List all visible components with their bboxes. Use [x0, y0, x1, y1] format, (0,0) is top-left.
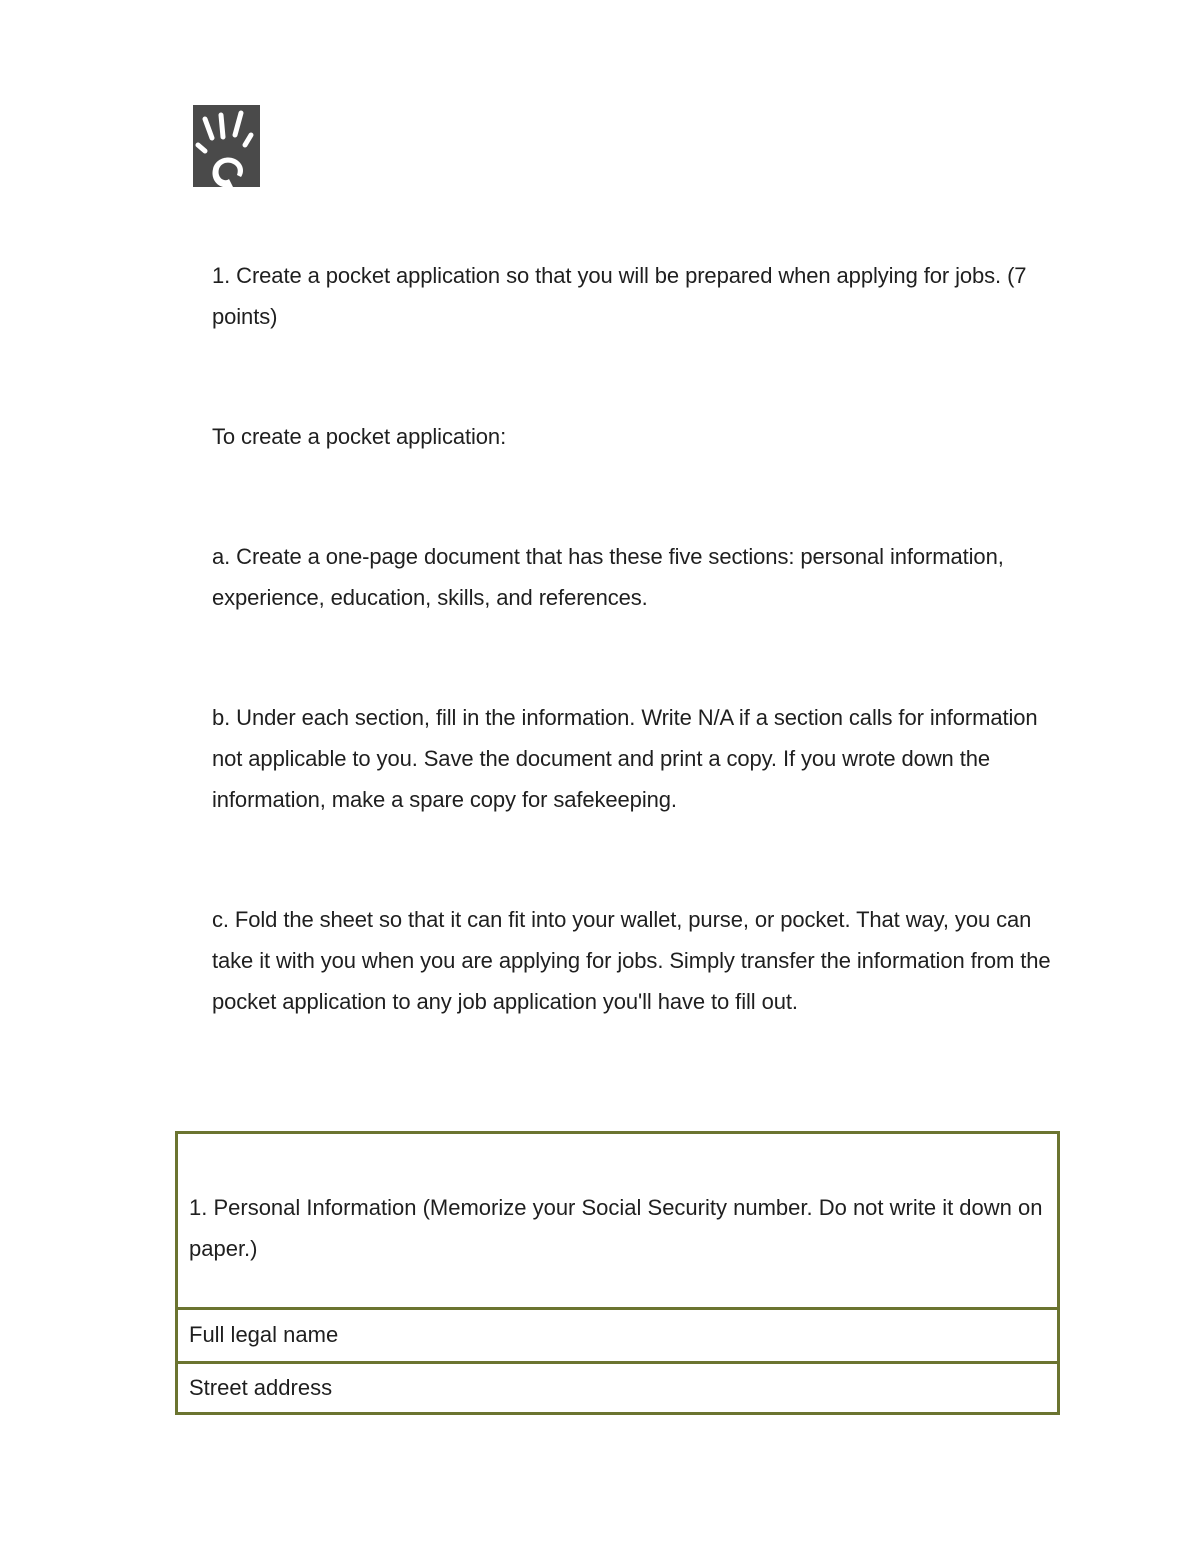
- step-a: a. Create a one-page document that has these five sections: personal information, experience, education, skills, and references.: [212, 544, 1004, 610]
- table-row-street-address: Street address: [189, 1375, 333, 1400]
- step-b: b. Under each section, fill in the information. Write N/A if a section calls for information not applicable to you. Save the document and print a copy. If you wrote down the information, make a spare copy for safekeeping.: [212, 705, 1038, 812]
- table-header: 1. Personal Information (Memorize your Social Security number. Do not write it down on paper.): [178, 1134, 1057, 1310]
- task-item-1: 1. Create a pocket application so that you will be prepared when applying for jobs. (7 points): [212, 263, 1027, 329]
- logo-icon: [193, 105, 260, 187]
- personal-information-table: [175, 1131, 1060, 1415]
- table-row-full-legal-name: Full legal name: [178, 1310, 1057, 1364]
- step-c: c. Fold the sheet so that it can fit into your wallet, purse, or pocket. That way, you can take it with you when you are applying for jobs. Simply transfer the information from the pocket application to any job application you'll have to fill out.: [212, 907, 1051, 1014]
- instructions-intro: To create a pocket application:: [212, 424, 507, 449]
